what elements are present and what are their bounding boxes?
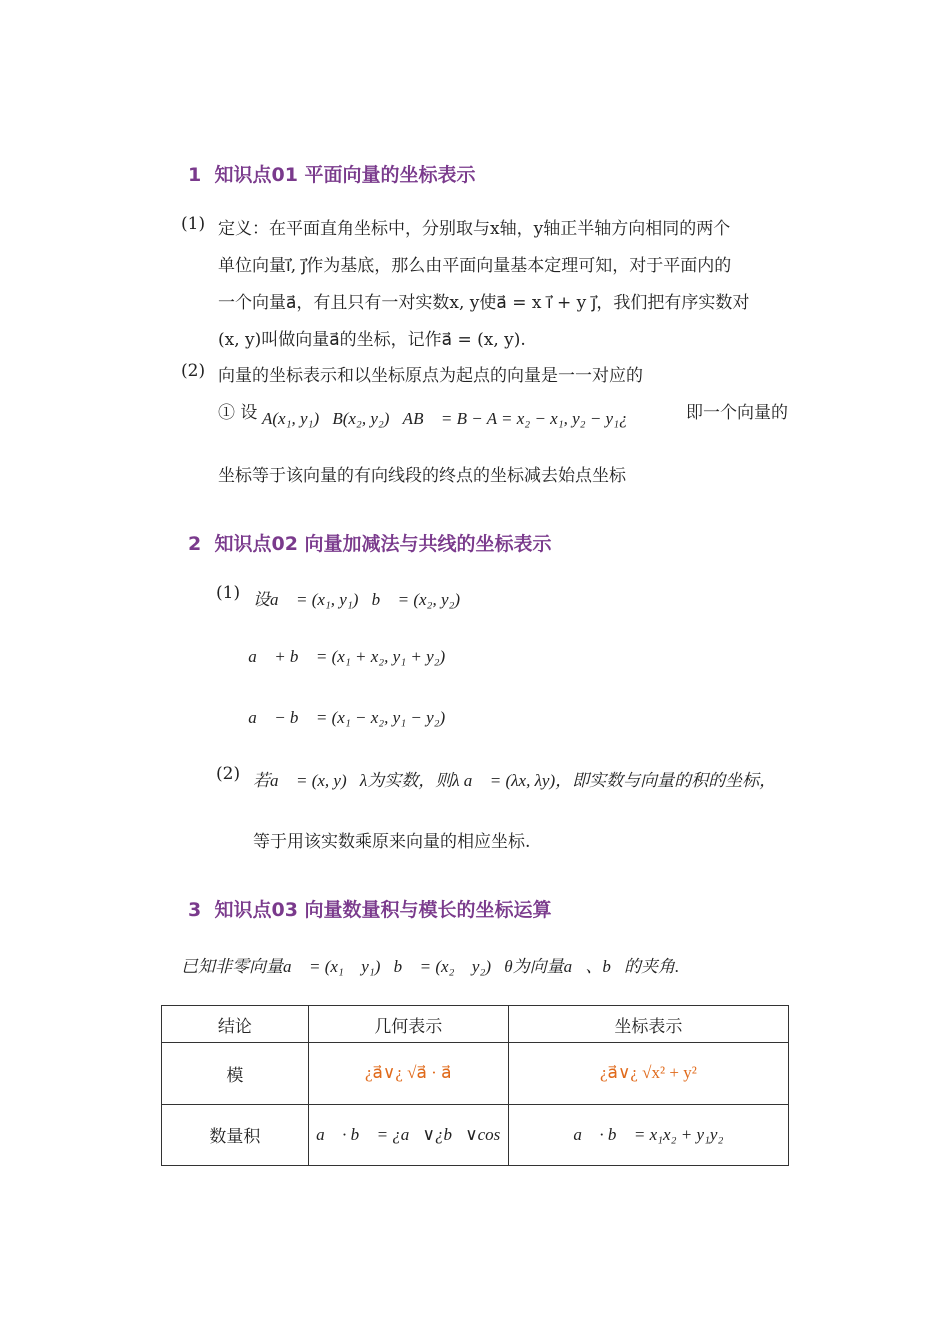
section-3-index: 3	[188, 899, 202, 921]
table-row-label: 模	[162, 1043, 309, 1104]
section-2-heading	[188, 529, 552, 556]
s2-item1-text: 设a⃗ = (x₁, y₁)，b⃗ = (x₂, y₂)	[253, 590, 461, 609]
s1-item2-tail: 即一个向量的	[686, 403, 788, 423]
s1-item2-formula: A(x₁, y₁)，B(x₂, y₂)，AB⃗ = B − A = x₂ − x₁, y₂ − y₁¿，	[262, 409, 641, 428]
section-1-title: 知识点01 平面向量的坐标表示	[214, 164, 476, 186]
section-2-title: 知识点02 向量加减法与共线的坐标表示	[214, 533, 552, 555]
s2-item1-marker: (1)	[216, 583, 241, 603]
section-3-heading	[188, 895, 552, 922]
magnitude-coordinate: ¿a⃗∨¿ √x² + y²	[508, 1043, 788, 1104]
magnitude-geometric: ¿a⃗∨¿ √a⃗ · a⃗	[308, 1043, 508, 1104]
s1-item2-line1: 向量的坐标表示和以坐标原点为起点的向量是一一对应的	[218, 366, 643, 386]
s1-item1-line2: 单位向量i⃗, j⃗作为基底，那么由平面向量基本定理可知，对于平面内的	[218, 256, 732, 276]
table-header-cell: 几何表示	[308, 1006, 508, 1043]
section-1-index: 1	[188, 164, 202, 186]
s1-item1-line3: 一个向量a⃗，有且只有一对实数x, y使a⃗ = x i⃗ + y j⃗，我们把有序实数对	[218, 293, 750, 313]
section-1-heading	[188, 160, 476, 187]
section-2-index: 2	[188, 533, 202, 555]
s1-item1-marker: (1)	[181, 214, 206, 234]
table-header-cell: 坐标表示	[508, 1006, 788, 1043]
section-3-title: 知识点03 向量数量积与模长的坐标运算	[214, 899, 552, 921]
s3-intro: 已知非零向量a⃗ = (x₁ ，y₁)，b⃗ = (x₂ ，y₂)，θ为向量a⃗、b⃗的夹角.	[181, 957, 680, 976]
s2-diff-formula: ②a⃗ − b⃗ = (x₁ − x₂, y₁ − y₂)	[235, 708, 446, 727]
coordinate-ops-table	[161, 1005, 789, 1166]
s1-item2-line3: 坐标等于该向量的有向线段的终点的坐标减去始点坐标	[218, 466, 626, 486]
s1-item2-marker: (2)	[181, 361, 206, 381]
dot-product-geometric: a⃗ · b⃗ = ¿a⃗∨¿b⃗∨cos	[308, 1104, 508, 1165]
s2-item2-text: 若a⃗ = (x, y)，λ为实数，则λ a⃗ = (λx, λy)，即实数与向量的积的坐标，	[253, 771, 777, 790]
s1-item1-line1: 定义：在平面直角坐标中，分别取与x轴，y轴正半轴方向相同的两个	[218, 219, 731, 239]
s1-item2-circ: ① 设	[218, 403, 258, 423]
table-row-label: 数量积	[162, 1104, 309, 1165]
s2-sum-formula: ①a⃗ + b⃗ = (x₁ + x₂, y₁ + y₂)	[235, 647, 446, 666]
table-row	[162, 1043, 789, 1104]
table-header-row	[162, 1006, 789, 1043]
s2-item2-marker: (2)	[216, 764, 241, 784]
table-header-cell: 结论	[162, 1006, 309, 1043]
s1-item1-line4: (x, y)叫做向量a⃗的坐标，记作a⃗ = (x, y).	[218, 330, 526, 350]
table-row	[162, 1104, 789, 1165]
s2-item2-line2: 等于用该实数乘原来向量的相应坐标.	[253, 832, 531, 852]
dot-product-coordinate: a⃗ · b⃗ = x₁x₂ + y₁y₂	[508, 1104, 788, 1165]
